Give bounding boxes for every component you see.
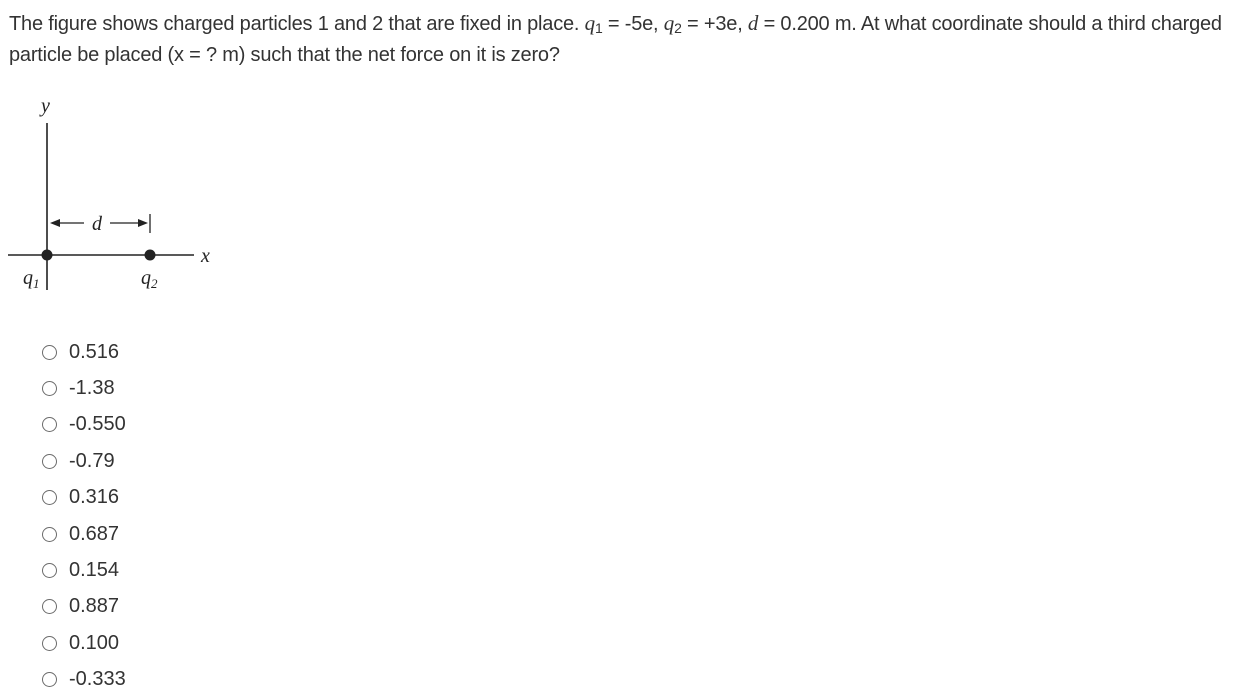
option-label: 0.316	[69, 486, 120, 509]
d-arrowhead-right	[138, 219, 148, 227]
particle-q1	[42, 250, 53, 261]
x-axis-label: x	[201, 245, 210, 267]
radio-button[interactable]	[42, 599, 57, 614]
q1-symbol: q	[584, 11, 595, 35]
option-2[interactable]	[42, 370, 126, 406]
option-6[interactable]	[42, 516, 126, 552]
d-label: d	[92, 213, 102, 235]
option-8[interactable]	[42, 589, 126, 625]
q2-subscript: 2	[674, 20, 682, 36]
option-9[interactable]	[42, 625, 126, 661]
option-label: -1.38	[69, 377, 115, 400]
radio-button[interactable]	[42, 672, 57, 687]
option-1[interactable]	[42, 334, 126, 370]
q1-subscript: 1	[594, 20, 603, 36]
q1-label: $q_1$	[23, 267, 40, 291]
d-arrowhead-left	[50, 219, 60, 227]
radio-button[interactable]	[42, 527, 57, 542]
q2-value: = +3e,	[681, 13, 743, 35]
question-prefix: The figure shows charged particles 1 and 2 that are fixed in place.	[9, 13, 580, 35]
d-value: = 0.200 m.	[758, 13, 857, 35]
option-label: 0.516	[69, 340, 120, 363]
answer-options	[42, 334, 126, 698]
q1-value: = -5e,	[602, 13, 659, 35]
radio-button[interactable]	[42, 563, 57, 578]
radio-button[interactable]	[42, 490, 57, 505]
option-label: 0.687	[69, 522, 120, 545]
question-suffix: At what coordinate should a third charged particle be placed (x = ? m) such that the net force on it is zero?	[9, 13, 1222, 66]
option-label: 0.154	[69, 559, 120, 582]
option-label: -0.333	[69, 668, 126, 691]
option-label: -0.550	[69, 413, 126, 436]
radio-button[interactable]	[42, 454, 57, 469]
radio-button[interactable]	[42, 345, 57, 360]
option-label: 0.887	[69, 595, 120, 618]
d-symbol: d	[747, 11, 759, 35]
charge-diagram	[0, 88, 230, 303]
option-7[interactable]	[42, 552, 126, 588]
distance-d-marker	[50, 213, 150, 235]
q2-symbol: q	[663, 11, 675, 35]
option-label: 0.100	[69, 631, 120, 654]
radio-button[interactable]	[42, 381, 57, 396]
option-4[interactable]	[42, 443, 126, 479]
question-text	[9, 8, 1241, 71]
option-10[interactable]	[42, 662, 126, 698]
radio-button[interactable]	[42, 636, 57, 651]
particle-q2	[145, 250, 156, 261]
option-3[interactable]	[42, 407, 126, 443]
option-label: -0.79	[69, 449, 115, 472]
y-axis-label: y	[41, 95, 50, 117]
q2-label: $q_2$	[141, 267, 158, 291]
option-5[interactable]	[42, 480, 126, 516]
radio-button[interactable]	[42, 417, 57, 432]
